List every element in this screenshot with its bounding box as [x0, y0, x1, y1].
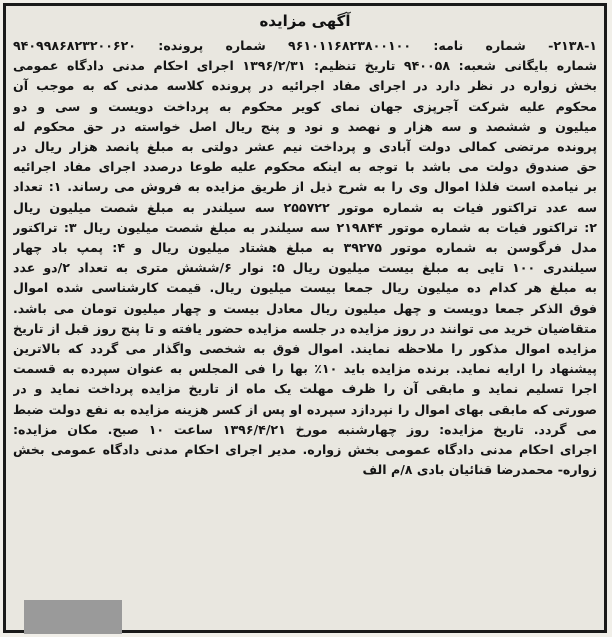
notice-line: مزایده اموال مذکور را ملاحظه نمایند. اموال فوق به شخصی واگذار می گردد که بالاترین	[13, 341, 597, 357]
notice-line: محکوم علیه شرکت آجرپزی جهان نمای کویر محکوم به پرداخت دویست و سی و دو	[13, 98, 597, 114]
notice-line: پرونده مرتضی کمالی دولت آبادی و پرداخت نیم عشر دولتی به مبلغ پانصد هزار ریال در	[13, 139, 597, 155]
notice-line: سه عدد تراکتور فیات به شماره موتور ۲۵۵۷۲۲ سه سیلندر به مبلغ شصت میلیون ریال	[13, 199, 597, 215]
notice-line: اجرای احکام مدنی دادگاه عمومی بخش زواره. مدیر اجرای احکام مدنی دادگاه عمومی بخش	[13, 442, 597, 458]
notice-line: به مبلغ هر کدام ده میلیون ریال جمعا بیست میلیون ریال. قیمت کارشناسی شده اموال	[13, 280, 597, 296]
notice-line: ۲۱۳۸-۱- شماره نامه: ۹۶۱۰۱۱۶۸۲۳۸۰۰۱۰۰ شماره پرونده: ۹۴۰۹۹۸۶۸۲۳۲۰۰۶۲۰	[13, 38, 597, 53]
notice-line: متقاضیان خرید می توانند در روز مزایده در جلسه مزایده حضور یافته و تا پنج روز قبل از تاریخ	[13, 320, 597, 336]
notice-line: صورتی که مابقی بهای اموال را نپردازد سپرده او پس از کسر هزینه مزایده به نفع دولت ضبط	[13, 401, 597, 417]
notice-line: ۲: تراکتور فیات به شماره موتور ۲۱۹۸۴۴ سه سیلندر به مبلغ شصت میلیون ریال ۳: تراکتور	[13, 219, 597, 235]
notice-line: فوق الذکر جمعا دویست و چهل میلیون ریال معادل بیست و چهار میلیون تومان می باشد.	[13, 300, 597, 316]
notice-line: شماره بایگانی شعبه: ۹۴۰۰۵۸ تاریخ تنظیم: ۱۳۹۶/۲/۳۱ اجرای احکام مدنی دادگاه عمومی	[13, 58, 597, 74]
notice-line: مدل فرگوسن به شماره موتور ۳۹۲۷۵ به مبلغ هشتاد میلیون ریال و ۴: پمپ باد چهار	[13, 240, 597, 256]
notice-line: حق صندوق دولت می باشد با توجه به اینکه محکوم علیه طوعا درصدد اجرای مفاد اجرائیه	[13, 159, 597, 175]
notice-title: آگهی مزایده	[259, 12, 351, 30]
notice-line: می گردد. تاریخ مزایده: روز چهارشنبه مورخ ۱۳۹۶/۴/۲۱ ساعت ۱۰ صبح. مکان مزایده:	[13, 421, 597, 437]
redaction-box	[24, 600, 122, 634]
notice-frame	[3, 3, 607, 633]
notice-body	[13, 36, 597, 480]
notice-line: اجرا تسلیم نماید و مابقی آن را ظرف مهلت یک ماه از تاریخ مزایده پرداخت نماید و در	[13, 381, 597, 397]
notice-line: بر نیامده است فلذا اموال وی را به شرح ذیل از طریق مزایده به فروش می رساند. ۱: تعداد	[13, 179, 597, 195]
notice-line: بخش زواره در نظر دارد در اجرای مفاد اجرائیه در پرونده کلاسه مدنی که به موجب آن	[13, 78, 597, 94]
notice-line: سیلندری ۱۰۰ تایی به مبلغ بیست میلیون ریال ۵: نوار ۶/ششش متری به تعداد ۲/دو عدد	[13, 260, 597, 276]
notice-line: میلیون و ششصد و سه هزار و نهصد و نود و پنج ریال اصل خواسته در حق محکوم له	[13, 118, 597, 134]
notice-line: زواره- محمدرضا قنائیان بادی ۸/م الف	[362, 462, 597, 478]
notice-line: پیشنهاد را ارایه نماید. برنده مزایده باید ۱۰٪ بها را فی المجلس به عنوان سپرده به قسمت	[13, 361, 597, 377]
